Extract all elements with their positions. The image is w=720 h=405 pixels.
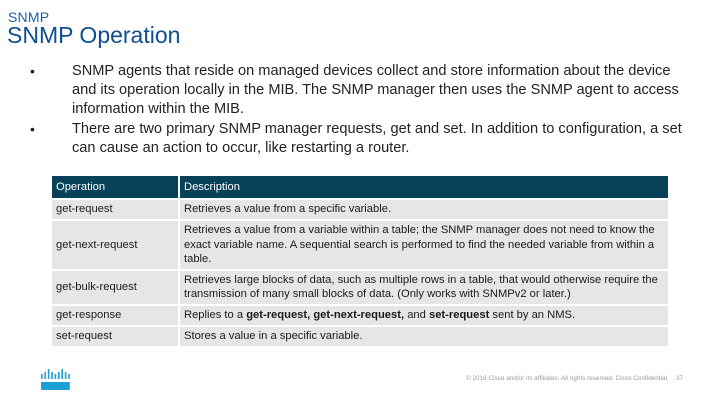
operation-cell: set-request <box>52 327 180 346</box>
table-row <box>52 200 668 219</box>
bullet-list <box>30 62 690 158</box>
operation-cell: get-next-request <box>52 221 180 269</box>
column-header-description: Description <box>180 176 668 198</box>
column-header-operation: Operation <box>52 176 180 198</box>
description-text: Replies to a <box>184 308 247 321</box>
description-text: and <box>404 308 429 321</box>
table-row <box>52 271 668 304</box>
table-row <box>52 306 668 325</box>
section-label: SNMP <box>8 9 50 25</box>
description-bold-text: get-request, get-next-request, <box>246 308 405 321</box>
operation-cell: get-response <box>52 306 180 325</box>
table-header-row <box>52 176 668 198</box>
description-text: sent by an NMS. <box>489 308 576 321</box>
snmp-operations-table <box>52 174 668 348</box>
bullet-item: • SNMP agents that reside on managed devices collect and store information about the device and its operation locally in the MIB. The SNMP manager then uses the SNMP agent to access information within the MIB. <box>30 62 690 120</box>
description-cell: Retrieves a value from a specific variable. <box>180 200 668 219</box>
description-bold-text: set-request <box>428 308 490 321</box>
description-cell <box>180 306 668 325</box>
description-cell: Retrieves a value from a variable within a table; the SNMP manager does not need to know the exact variable name. A sequential search is performed to find the needed variable from within a table. <box>180 221 668 269</box>
operation-cell: get-bulk-request <box>52 271 180 304</box>
operation-cell: get-request <box>52 200 180 219</box>
description-cell: Retrieves large blocks of data, such as multiple rows in a table, that would otherwise require the transmission of many small blocks of data. (Only works with SNMPv2 or later.) <box>180 271 668 304</box>
copyright-footer: © 2016 Cisco and/or its affiliates. All rights reserved. Cisco Confidential <box>466 375 668 382</box>
bullet-item: • There are two primary SNMP manager requests, get and set. In addition to configuration, a set can cause an action to occur, like restarting a router. <box>30 120 690 158</box>
slide-title: SNMP Operation <box>7 22 181 48</box>
page-number: 37 <box>676 375 684 382</box>
description-cell: Stores a value in a specific variable. <box>180 327 668 346</box>
table-row <box>52 327 668 346</box>
table-row <box>52 221 668 269</box>
cisco-logo-icon <box>40 369 70 391</box>
